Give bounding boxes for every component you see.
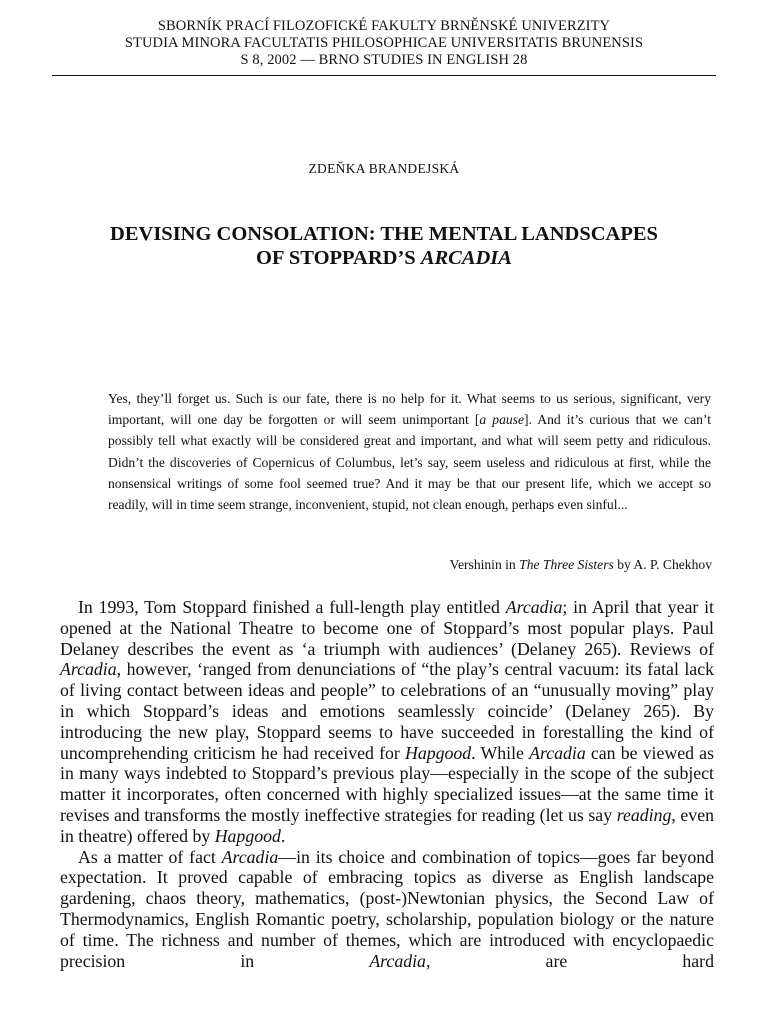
epigraph-text-italic: a pause [479,412,525,428]
journal-header-line-2: STUDIA MINORA FACULTATIS PHILOSOPHICAE UNIVERSITATIS BRUNENSIS [124,35,644,51]
title-line-1: DEVISING CONSOLATION: THE MENTAL LANDSCAPES [110,223,658,245]
p1-italic-2: Arcadia [60,659,117,680]
p2-text-1: As a matter of fact [78,846,222,867]
article-title [40,222,728,270]
body-paragraph-2 [60,847,714,972]
p2-text-2: —in its choice and combination of topics—goes far beyond expectation. It proved capable of embracing topics as diverse as English landscape gardening, chaos theory, mathematics, (post-)Newtonian physics, the Second Law of Thermodynamics, English Romantic poetry, scholarship, population biology or the nature of time. The richness and number of themes, which are introduced with encyclopaedic precision in [60,846,714,971]
p1-italic-3: Hapgood [404,742,472,763]
attribution-prefix: Vershinin in [449,557,520,572]
p2-text-3: , are hard [425,950,714,971]
journal-header-line-3: S 8, 2002 — BRNO STUDIES IN ENGLISH 28 [240,52,528,68]
p1-italic-5: reading [616,804,672,825]
journal-header [40,18,728,69]
epigraph-text-2: ]. And it’s curious that we can’t possibly tell what exactly will be considered great and important, and what will seem petty and ridiculous. Didn’t the discoveries of Copernicus of Columbus, let’s say, seem useless and ridiculous at first, while the nonsensical writings of some fool seemed true? And it may be that our present life, which we accept so readily, will in time seem strange, inconvenient, stupid, not clean enough, perhaps even sinful... [108,412,711,513]
p1-text-2: ; in April that year it opened at the National Theatre to become one of Stoppard’s most popular plays. Paul Delaney describes the event as ‘a triumph with audiences’ (Delaney 265). Reviews of [60,597,714,659]
header-divider [52,75,716,76]
p2-italic-1: Arcadia [221,846,279,867]
p1-italic-1: Arcadia [505,597,563,617]
p1-text-3: , however, ‘ranged from denunciations of “the play’s central vacuum: its fatal lack of living contact between ideas and people” to celebrations of an “unusually moving” play in which Stoppard’s ideas and emotions seamlessly coincide’ (Delaney 265). By introducing the new play, Stoppard seems to have succeeded in forestalling the kind of uncomprehending criticism he had received for [60,659,714,763]
p1-italic-6: Hapgood [214,825,281,846]
p1-text-1: In 1993, Tom Stoppard finished a full-length play entitled [78,597,506,617]
body-text [60,597,714,971]
p1-italic-4: Arcadia [529,742,586,763]
p1-text-4: . While [471,742,530,763]
title-line-2-italic: ARCADIA [420,247,512,269]
p2-italic-2: Arcadia [369,950,426,971]
epigraph-quote [108,388,711,515]
p1-text-6: , even in theatre) offered by [60,804,714,846]
attribution-suffix: by A. P. Chekhov [613,557,712,572]
journal-header-line-1: SBORNÍK PRACÍ FILOZOFICKÉ FAKULTY BRNĚNSKÉ UNIVERZITY [157,18,611,34]
author-name: ZDEŇKA BRANDEJSKÁ [308,161,460,176]
attribution-work: The Three Sisters [519,557,614,572]
body-paragraph-1 [60,597,714,847]
p1-text-5: can be viewed as in many ways indebted to Stoppard’s previous play—especially in the scope of the subject matter it incorporates, often concerned with highly specialized issues—at the same time it revises and transforms the mostly ineffective strategies for reading (let us say [60,742,714,825]
epigraph-attribution [450,557,712,573]
epigraph-text-1: Yes, they’ll forget us. Such is our fate, there is no help for it. What seems to us serious, significant, very important, will one day be forgotten or will seem unimportant [ [108,391,711,428]
p1-text-7: . [280,825,286,846]
title-line-2-prefix: OF STOPPARD’S [256,247,421,269]
title-line-2 [40,246,728,270]
